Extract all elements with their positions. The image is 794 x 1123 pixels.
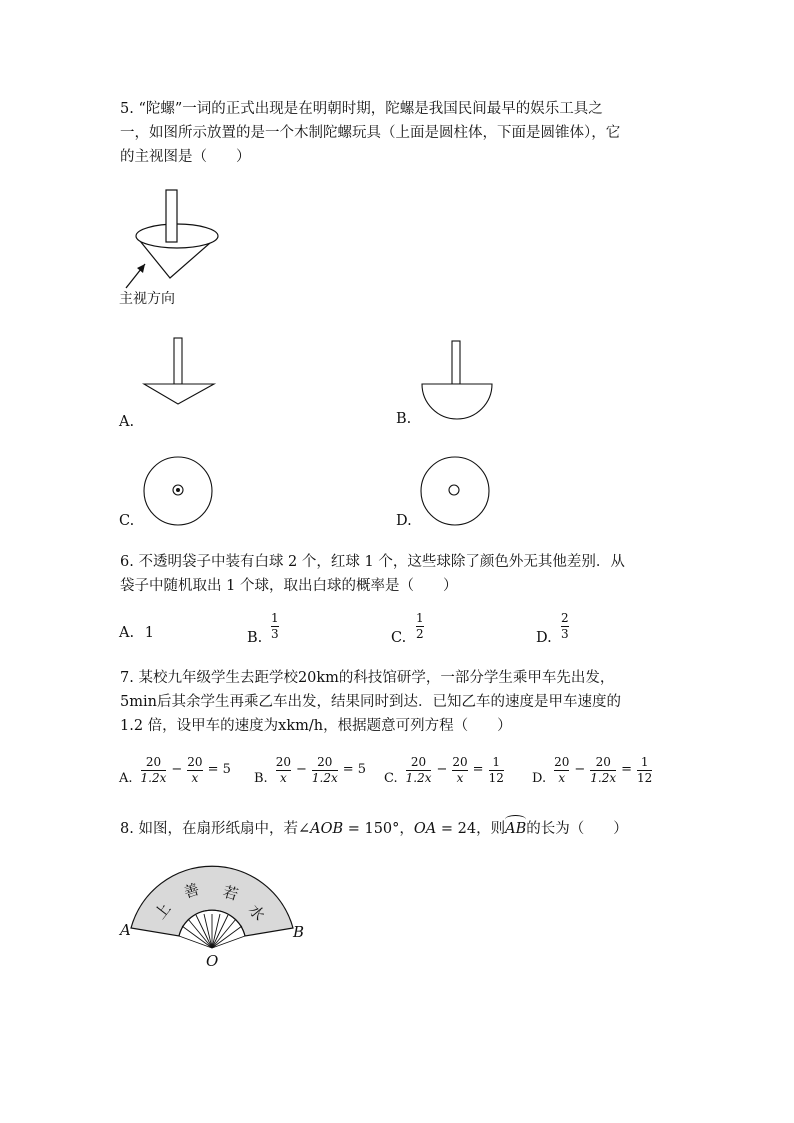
q7-stem-line1: 7. 某校九年级学生去距学校20km的科技馆研学，一部分学生乘甲车先出发， [120,670,615,686]
q6-option-c-label: C. [391,630,407,646]
numerator: 1 [416,611,424,625]
numerator: 20 [554,754,570,769]
numerator: 20 [275,754,291,769]
q6-stem-line1: 6. 不透明袋子中装有白球 2 个，红球 1 个，这些球除了颜色外无其他差别．从 [120,554,625,570]
option-label: A. [119,625,135,641]
q5-stem-line1: 5. “陀螺”一词的正式出现是在明朝时期，陀螺是我国民间最早的娱乐工具之 [120,101,603,117]
point-o-label: O [206,952,219,970]
q6-stem-line2: 袋子中随机取出 1 个球，取出白球的概率是（ ） [120,578,458,594]
equals-sign: = [621,762,633,777]
q8-prefix: 8. 如图，在扇形纸扇中，若∠ [120,821,311,837]
option-a-label: A. [119,414,135,430]
numerator: 20 [317,754,333,769]
q6-option-a [119,621,154,645]
equals-sign: = [472,762,484,777]
q8-segment-value: = 24，则 [436,821,506,837]
q5-stem-line2: 一，如图所示放置的是一个木制陀螺玩具（上面是圆柱体，下面是圆锥体），它 [120,125,621,141]
q6-option-b-label: B. [247,630,263,646]
rhs: = 5 [207,762,231,777]
arc-ab [505,817,526,841]
q6-option-c-fraction [416,612,424,641]
q8-stem [120,817,628,841]
option-label: A. [119,771,133,786]
q7-option-b [254,754,366,786]
numerator: 20 [410,754,427,769]
q6-option-b-fraction [271,612,279,641]
q7-stem-line3: 1.2 倍，设甲车的速度为xkm/h，根据题意可列方程（ ） [120,718,512,734]
denominator: 12 [637,770,653,785]
fan-char-2: 善 [181,880,202,902]
segment-name: OA [413,821,437,837]
option-b-label: B. [396,411,412,427]
arc-mark [505,815,526,824]
q7-option-a [119,754,231,786]
q6-option-d-label: D. [536,630,552,646]
operator: − [171,762,183,777]
fan-char-4: 水 [244,901,269,925]
numerator: 1 [492,754,501,769]
q8-suffix: 的长为（ ） [526,821,628,837]
fan-char-1: 上 [150,899,175,923]
option-d-label: D. [396,513,412,529]
fan-char-3: 若 [220,882,241,904]
operator: − [295,762,307,777]
numerator: 1 [640,754,649,769]
option-c-label: C. [119,513,135,529]
denominator: x [558,770,566,785]
numerator: 20 [187,754,203,769]
option-label: C. [384,771,398,786]
numerator: 20 [452,754,468,769]
q7-stem-line2: 5min后其余学生再乘乙车出发，结果同时到达．已知乙车的速度是甲车速度的 [120,694,621,710]
numerator: 20 [595,754,611,769]
operator: − [574,762,586,777]
option-b-figure [418,340,498,420]
option-value: 1 [144,625,154,641]
denominator: x [279,770,287,785]
option-label: B. [254,771,268,786]
option-label: D. [532,771,547,786]
view-direction-label: 主视方向 [119,291,175,307]
option-d-figure [419,455,493,529]
folding-fan-figure [112,860,318,972]
denominator: 3 [561,627,569,641]
numerator: 1 [271,611,279,625]
operator: − [436,762,448,777]
denominator: 1.2x [140,770,167,785]
rhs: = 5 [342,762,367,777]
option-a-figure [140,336,220,406]
denominator: 1.2x [311,770,338,785]
option-c-figure [142,455,216,529]
denominator: x [191,770,199,785]
denominator: 1.2x [590,770,617,785]
numerator: 20 [145,754,162,769]
point-b-label: B [293,923,305,941]
denominator: 3 [271,627,279,641]
q7-option-d [532,754,654,786]
q8-angle-value: = 150°， [343,821,414,837]
denominator: 1.2x [405,770,432,785]
denominator: x [456,770,464,785]
angle-name: AOB [310,821,344,837]
denominator: 2 [416,627,424,641]
numerator: 2 [561,611,569,625]
q6-option-d-fraction [561,612,569,641]
q5-stem-line3: 的主视图是（ ） [120,149,251,165]
q7-option-c [384,754,506,786]
point-a-label: A [120,921,131,939]
arc-name: AB [505,821,527,837]
denominator: 12 [488,770,504,785]
